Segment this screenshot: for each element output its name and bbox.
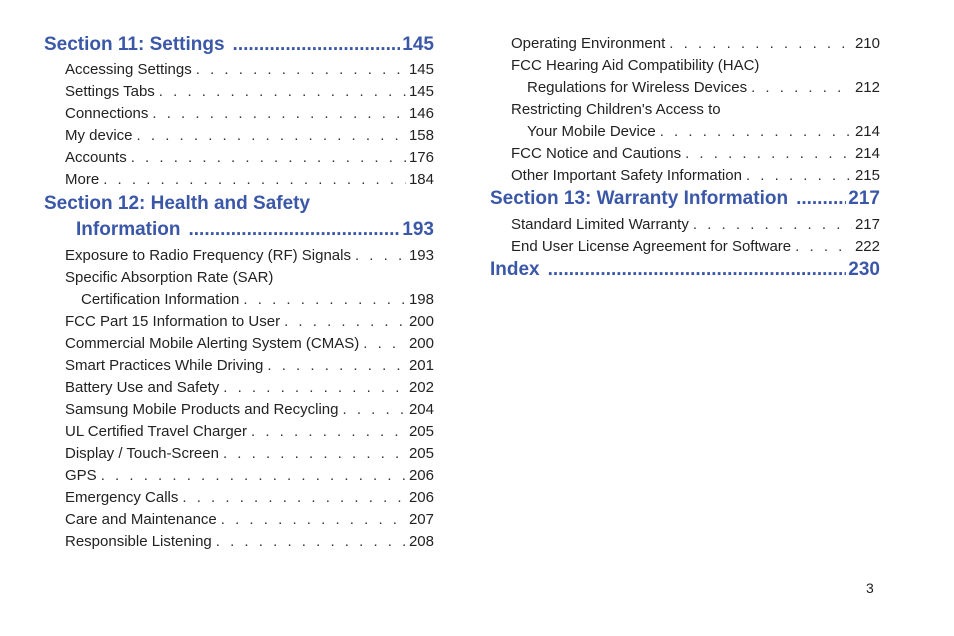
leader-dots xyxy=(284,313,406,330)
leader-dots xyxy=(152,105,406,122)
leader-dots xyxy=(746,167,852,184)
toc-entry-title-cont: Regulations for Wireless Devices xyxy=(527,79,748,96)
toc-entry[interactable] xyxy=(65,83,434,100)
toc-entry-page: 205 xyxy=(408,445,434,462)
section-12-title: Section 12: Health and Safety xyxy=(44,193,311,214)
toc-entry-line1[interactable] xyxy=(511,101,880,118)
leader-dots xyxy=(669,35,852,52)
index-title: Index xyxy=(490,259,540,280)
toc-entry[interactable] xyxy=(65,247,434,264)
toc-entry[interactable] xyxy=(511,238,880,255)
toc-entry[interactable] xyxy=(65,423,434,440)
toc-entry-page: 184 xyxy=(408,171,434,188)
leader-dots xyxy=(216,533,406,550)
leader-dots xyxy=(189,219,401,241)
leader-dots xyxy=(221,511,406,528)
index-page: 230 xyxy=(848,259,880,280)
toc-section-12-line1[interactable] xyxy=(44,193,434,215)
toc-entry-page: 214 xyxy=(854,145,880,162)
toc-section-11[interactable] xyxy=(44,34,434,56)
toc-entry-title: Responsible Listening xyxy=(65,533,212,550)
toc-entry-page: 200 xyxy=(408,335,434,352)
toc-entry-page: 217 xyxy=(854,216,880,233)
leader-dots xyxy=(660,123,852,140)
toc-entry-title: Restricting Children's Access to xyxy=(511,101,721,118)
toc-entry-title: Samsung Mobile Products and Recycling xyxy=(65,401,339,418)
section-11-page: 145 xyxy=(402,34,434,55)
toc-entry[interactable] xyxy=(65,357,434,374)
toc-entry[interactable] xyxy=(65,511,434,528)
section-13-title: Section 13: Warranty Information xyxy=(490,188,789,209)
section-12-title-cont: Information xyxy=(76,219,181,240)
toc-entry-title: My device xyxy=(65,127,133,144)
leader-dots xyxy=(159,83,406,100)
toc-entry-title: Display / Touch-Screen xyxy=(65,445,219,462)
toc-section-12-line2[interactable] xyxy=(76,219,434,241)
section-11-title: Section 11: Settings xyxy=(44,34,225,55)
toc-entry-line1[interactable] xyxy=(511,57,880,74)
leader-dots xyxy=(131,149,406,166)
toc-entry-line1[interactable] xyxy=(65,269,434,286)
toc-entry-title: Settings Tabs xyxy=(65,83,155,100)
toc-entry[interactable] xyxy=(65,489,434,506)
leader-dots xyxy=(103,171,406,188)
toc-entry-title: UL Certified Travel Charger xyxy=(65,423,248,440)
toc-entry-title: Emergency Calls xyxy=(65,489,179,506)
toc-entry[interactable] xyxy=(65,533,434,550)
toc-entry-line2[interactable] xyxy=(527,123,880,140)
toc-entry-page: 208 xyxy=(408,533,434,550)
page-number: 3 xyxy=(866,580,874,596)
toc-entry-title: Accounts xyxy=(65,149,127,166)
toc-entry-page: 215 xyxy=(854,167,880,184)
toc-entry[interactable] xyxy=(65,149,434,166)
toc-entry-title: FCC Hearing Aid Compatibility (HAC) xyxy=(511,57,760,74)
toc-entry[interactable] xyxy=(65,401,434,418)
leader-dots xyxy=(243,291,406,308)
leader-dots xyxy=(355,247,406,264)
toc-entry-line2[interactable] xyxy=(81,291,434,308)
toc-entry-page: 200 xyxy=(408,313,434,330)
toc-entry-page: 145 xyxy=(408,61,434,78)
toc-entry[interactable] xyxy=(65,105,434,122)
toc-entry-title: Accessing Settings xyxy=(65,61,192,78)
toc-entry[interactable] xyxy=(65,61,434,78)
toc-entry[interactable] xyxy=(65,127,434,144)
section-12-page: 193 xyxy=(402,219,434,240)
toc-entry-title: Other Important Safety Information xyxy=(511,167,742,184)
toc-entry-page: 201 xyxy=(408,357,434,374)
toc-entry[interactable] xyxy=(65,313,434,330)
leader-dots xyxy=(182,489,406,506)
toc-entry-page: 158 xyxy=(408,127,434,144)
toc-entry[interactable] xyxy=(65,379,434,396)
toc-entry-page: 145 xyxy=(408,83,434,100)
toc-entry[interactable] xyxy=(511,216,880,233)
leader-dots xyxy=(363,335,406,352)
leader-dots xyxy=(223,379,406,396)
toc-entry-line2[interactable] xyxy=(527,79,880,96)
toc-entry-title-cont: Certification Information xyxy=(81,291,240,308)
toc-entry-page: 206 xyxy=(408,467,434,484)
leader-dots xyxy=(548,259,847,281)
toc-entry[interactable] xyxy=(511,145,880,162)
toc-entry-page: 210 xyxy=(854,35,880,52)
toc-entry-title: Battery Use and Safety xyxy=(65,379,220,396)
toc-entry-title: FCC Notice and Cautions xyxy=(511,145,682,162)
leader-dots xyxy=(223,445,406,462)
leader-dots xyxy=(796,188,846,210)
toc-entry-page: 206 xyxy=(408,489,434,506)
toc-entry-page: 193 xyxy=(408,247,434,264)
toc-entry-page: 214 xyxy=(854,123,880,140)
leader-dots xyxy=(137,127,406,144)
toc-entry-title: More xyxy=(65,171,100,188)
toc-entry[interactable] xyxy=(65,467,434,484)
toc-entry[interactable] xyxy=(65,445,434,462)
toc-entry-page: 202 xyxy=(408,379,434,396)
leader-dots xyxy=(233,34,401,56)
toc-entry-page: 222 xyxy=(854,238,880,255)
leader-dots xyxy=(751,79,852,96)
toc-entry-title: Smart Practices While Driving xyxy=(65,357,264,374)
leader-dots xyxy=(342,401,405,418)
toc-entry-title: Care and Maintenance xyxy=(65,511,217,528)
leader-dots xyxy=(101,467,406,484)
toc-entry-page: 212 xyxy=(854,79,880,96)
leader-dots xyxy=(267,357,406,374)
leader-dots xyxy=(795,238,852,255)
leader-dots xyxy=(196,61,406,78)
toc-entry-title: Specific Absorption Rate (SAR) xyxy=(65,269,274,286)
leader-dots xyxy=(251,423,406,440)
toc-entry[interactable] xyxy=(511,167,880,184)
toc-entry-title: Commercial Mobile Alerting System (CMAS) xyxy=(65,335,360,352)
toc-entry-title: Standard Limited Warranty xyxy=(511,216,689,233)
toc-entry-title: GPS xyxy=(65,467,97,484)
toc-section-13[interactable] xyxy=(490,188,880,210)
toc-entry[interactable] xyxy=(65,335,434,352)
toc-entry[interactable] xyxy=(65,171,434,188)
section-13-page: 217 xyxy=(848,188,880,209)
leader-dots xyxy=(693,216,852,233)
toc-entry-title: FCC Part 15 Information to User xyxy=(65,313,281,330)
toc-entry-page: 146 xyxy=(408,105,434,122)
toc-entry-title-cont: Your Mobile Device xyxy=(527,123,656,140)
toc-entry-title: End User License Agreement for Software xyxy=(511,238,792,255)
toc-entry-page: 204 xyxy=(408,401,434,418)
toc-index[interactable] xyxy=(490,259,880,281)
toc-entry-page: 207 xyxy=(408,511,434,528)
toc-entry-page: 205 xyxy=(408,423,434,440)
toc-entry-page: 176 xyxy=(408,149,434,166)
toc-entry-title: Connections xyxy=(65,105,149,122)
toc-entry-title: Operating Environment xyxy=(511,35,666,52)
leader-dots xyxy=(685,145,852,162)
toc-entry-title: Exposure to Radio Frequency (RF) Signals xyxy=(65,247,351,264)
toc-entry-page: 198 xyxy=(408,291,434,308)
toc-entry[interactable] xyxy=(511,35,880,52)
